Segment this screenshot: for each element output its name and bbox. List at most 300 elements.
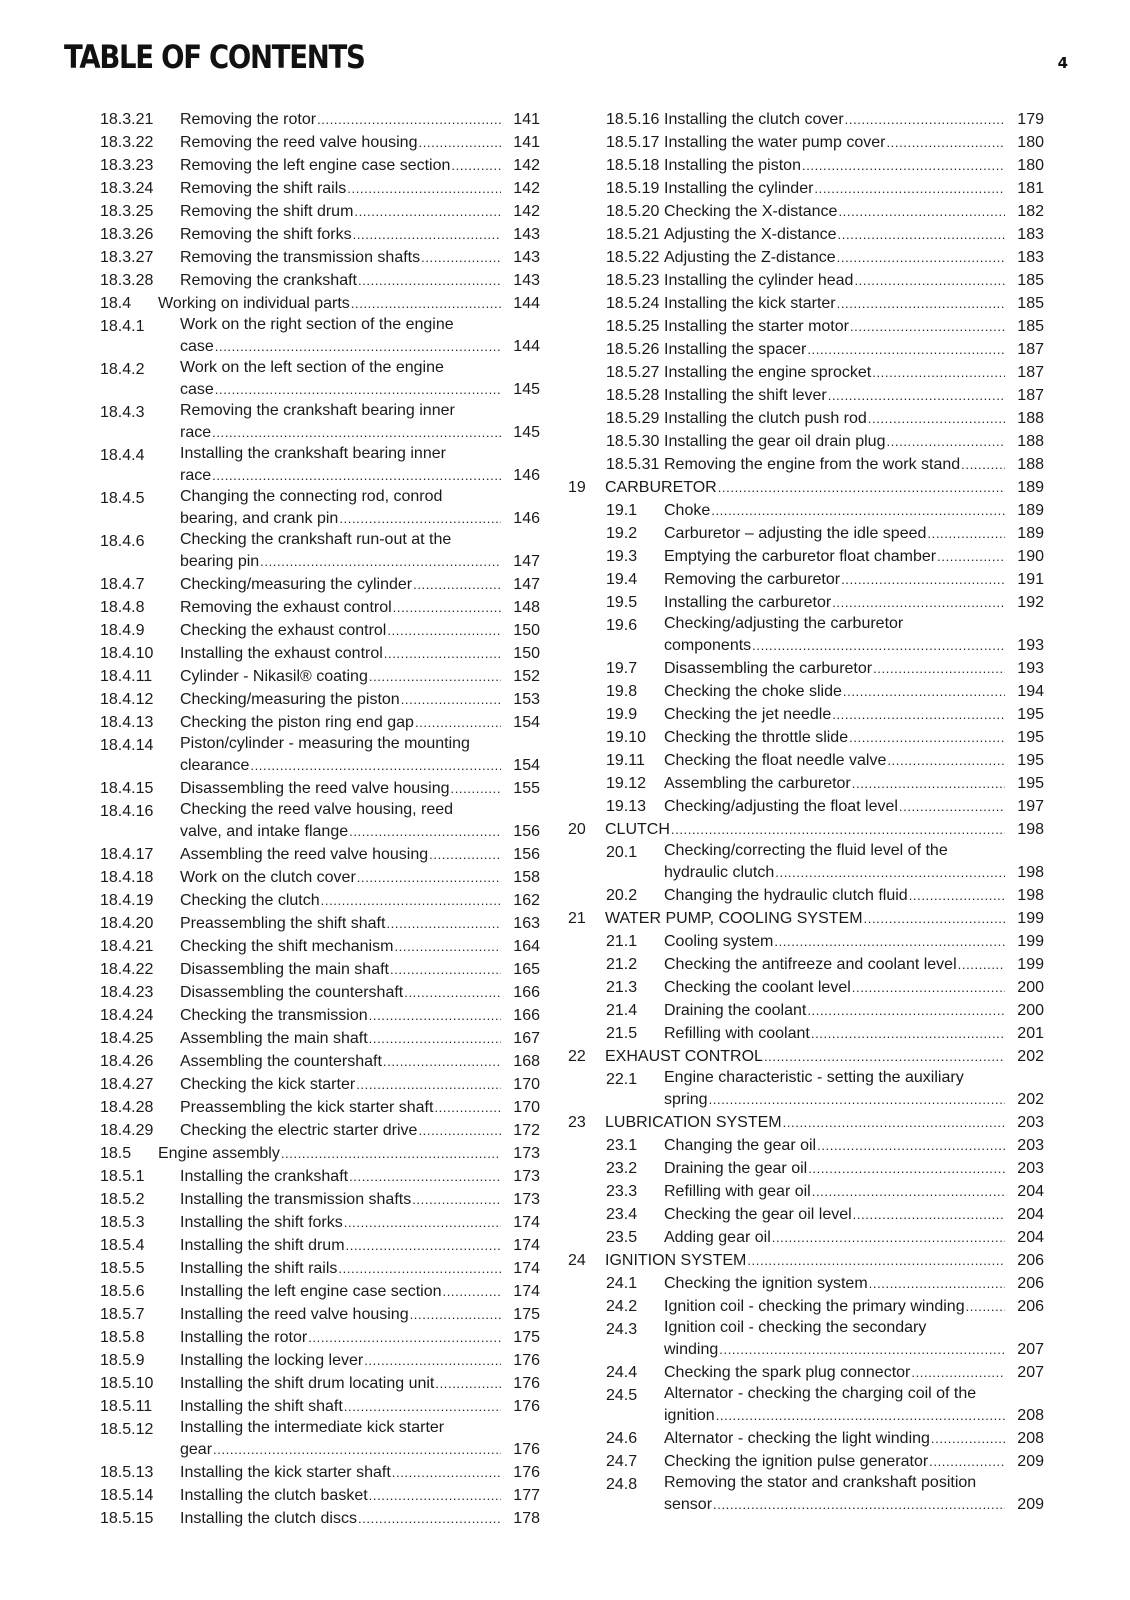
toc-entry-body: [180, 596, 540, 619]
toc-entry-body: [180, 1326, 540, 1349]
toc-entry-title: components: [664, 637, 752, 654]
toc-entry[interactable]: [100, 734, 540, 777]
toc-entry[interactable]: [100, 1188, 540, 1211]
toc-entry[interactable]: [568, 1180, 1044, 1203]
toc-entry-number: 20: [568, 821, 586, 838]
toc-column-left: [100, 108, 540, 1530]
toc-entry-body: [664, 1272, 1044, 1295]
toc-entry[interactable]: [568, 1249, 1044, 1272]
toc-entry-line: [605, 476, 1044, 499]
toc-entry-page: 170: [513, 1099, 540, 1116]
toc-entry-body: [180, 358, 540, 401]
toc-entry-line: [664, 545, 1044, 568]
dot-leader: [719, 1338, 1005, 1361]
toc-entry-number: 18.3.23: [100, 157, 154, 174]
toc-entry[interactable]: [100, 1507, 540, 1530]
toc-entry-page: 143: [513, 249, 540, 266]
dot-leader: [832, 591, 1005, 614]
toc-entry[interactable]: [568, 1226, 1044, 1249]
toc-entry-number: 20.1: [606, 844, 638, 861]
dot-leader: [711, 499, 1005, 522]
toc-entry[interactable]: [568, 1022, 1044, 1045]
toc-entry[interactable]: [100, 619, 540, 642]
toc-entry-line: [664, 976, 1044, 999]
toc-entry-title: Checking the shift mechanism: [180, 938, 394, 955]
toc-entry[interactable]: [568, 1361, 1044, 1384]
toc-entry-title: race: [180, 467, 212, 484]
toc-entry[interactable]: [568, 1473, 1044, 1516]
toc-entry-title: Installing the shift rails: [180, 1260, 338, 1277]
dot-leader: [353, 223, 501, 246]
toc-entry[interactable]: [100, 1418, 540, 1461]
toc-entry[interactable]: [568, 703, 1044, 726]
toc-entry[interactable]: [100, 1484, 540, 1507]
toc-entry-line: [180, 596, 540, 619]
toc-entry-number: 18.5: [100, 1145, 132, 1162]
toc-entry[interactable]: [568, 657, 1044, 680]
toc-entry[interactable]: [100, 1142, 540, 1165]
toc-entry[interactable]: [568, 884, 1044, 907]
toc-entry-line: [664, 1295, 1044, 1318]
toc-entry[interactable]: [568, 292, 1044, 315]
toc-entry-body: [180, 1119, 540, 1142]
toc-entry-title: Adjusting the X-distance: [664, 226, 837, 243]
dot-leader: [872, 361, 1005, 384]
toc-entry-page: 180: [1017, 157, 1044, 174]
toc-entry-line: [664, 177, 1044, 200]
toc-entry[interactable]: [100, 800, 540, 843]
toc-entry[interactable]: [100, 777, 540, 800]
toc-entry-title: Installing the left engine case section: [180, 1283, 442, 1300]
toc-entry-line: [664, 568, 1044, 591]
toc-entry[interactable]: [100, 596, 540, 619]
toc-entry[interactable]: [568, 1295, 1044, 1318]
toc-entry[interactable]: [568, 1157, 1044, 1180]
toc-entry[interactable]: [100, 573, 540, 596]
toc-entry[interactable]: [100, 315, 540, 358]
dot-leader: [346, 1234, 501, 1257]
toc-entry-body: [664, 1427, 1044, 1450]
toc-entry-page: 187: [1017, 387, 1044, 404]
toc-entry-page: 199: [1017, 910, 1044, 927]
dot-leader: [849, 726, 1005, 749]
toc-entry-title: Installing the cylinder head: [664, 272, 854, 289]
toc-entry[interactable]: [568, 154, 1044, 177]
toc-entry-number: 18.5.4: [100, 1237, 145, 1254]
toc-entry[interactable]: [100, 642, 540, 665]
toc-entry-number: 18.4.28: [100, 1099, 154, 1116]
toc-entry-page: 166: [513, 1007, 540, 1024]
toc-entry-line: [664, 1404, 1044, 1427]
toc-entry-body: [180, 1418, 540, 1461]
toc-entry[interactable]: [568, 1450, 1044, 1473]
toc-entry-title: Installing the shift drum locating unit: [180, 1375, 435, 1392]
toc-entry-body: [180, 1211, 540, 1234]
dot-leader: [415, 711, 501, 734]
toc-entry[interactable]: [100, 246, 540, 269]
toc-entry-page: 195: [1017, 706, 1044, 723]
toc-entry[interactable]: [568, 522, 1044, 545]
dot-leader: [451, 154, 501, 177]
toc-entry-title: case: [180, 381, 214, 398]
dot-leader: [358, 269, 501, 292]
dot-leader: [817, 1134, 1005, 1157]
toc-entry-line: [664, 634, 1044, 657]
toc-entry[interactable]: [100, 843, 540, 866]
toc-entry[interactable]: [100, 487, 540, 530]
toc-entry[interactable]: [568, 1203, 1044, 1226]
toc-entry[interactable]: [100, 1096, 540, 1119]
toc-entry-title: Installing the cylinder: [664, 180, 814, 197]
dot-leader: [886, 131, 1005, 154]
toc-entry[interactable]: [568, 338, 1044, 361]
dot-leader: [369, 1004, 501, 1027]
toc-entry-title: Working on individual parts: [158, 295, 350, 312]
toc-entry[interactable]: [100, 269, 540, 292]
toc-entry-title: Removing the shift forks: [180, 226, 352, 243]
toc-entry-line: [664, 1226, 1044, 1249]
toc-entry[interactable]: [100, 223, 540, 246]
toc-entry-page: 200: [1017, 1002, 1044, 1019]
toc-entry-title: Installing the carburetor: [664, 594, 832, 611]
toc-entry-title-line1: Removing the crankshaft bearing inner: [180, 402, 455, 419]
toc-entry-line: [664, 953, 1044, 976]
toc-entry[interactable]: [568, 453, 1044, 476]
toc-entry[interactable]: [100, 688, 540, 711]
toc-entry[interactable]: [568, 1134, 1044, 1157]
toc-entry-page: 150: [513, 622, 540, 639]
toc-entry-line: [664, 861, 1044, 884]
toc-entry-number: 18.4.17: [100, 846, 154, 863]
dot-leader: [899, 795, 1005, 818]
toc-entry[interactable]: [568, 223, 1044, 246]
toc-entry-page: 206: [1017, 1252, 1044, 1269]
toc-entry-page: 176: [513, 1464, 540, 1481]
toc-entry[interactable]: [568, 131, 1044, 154]
dot-leader: [966, 1295, 1005, 1318]
toc-entry-number: 18.4.24: [100, 1007, 154, 1024]
toc-entry[interactable]: [100, 177, 540, 200]
toc-entry-line: [664, 749, 1044, 772]
toc-entry-title: CLUTCH: [605, 821, 670, 838]
dot-leader: [215, 335, 501, 358]
toc-entry[interactable]: [100, 401, 540, 444]
toc-entry[interactable]: [568, 108, 1044, 131]
toc-entry-title: Changing the gear oil: [664, 1137, 817, 1154]
toc-entry-page: 170: [513, 1076, 540, 1093]
toc-entry[interactable]: [568, 499, 1044, 522]
toc-entry-number: 18.5.3: [100, 1214, 145, 1231]
toc-entry-page: 166: [513, 984, 540, 1001]
toc-entry[interactable]: [568, 953, 1044, 976]
toc-entry-number: 19.8: [606, 683, 638, 700]
toc-entry-line: [180, 131, 540, 154]
toc-entry-body: [664, 1226, 1044, 1249]
toc-entry[interactable]: [100, 889, 540, 912]
toc-entry-body: [180, 131, 540, 154]
toc-entry-number: 24.3: [606, 1321, 638, 1338]
dot-leader: [671, 818, 1005, 841]
toc-entry-line: [664, 522, 1044, 545]
toc-entry[interactable]: [100, 1257, 540, 1280]
toc-entry-title: Checking the piston ring end gap: [180, 714, 414, 731]
toc-entry[interactable]: [100, 1027, 540, 1050]
toc-entry-line: [180, 1257, 540, 1280]
toc-entry[interactable]: [568, 430, 1044, 453]
toc-entry-line: [180, 421, 540, 444]
toc-entry[interactable]: [568, 407, 1044, 430]
toc-entry-page: 198: [1017, 887, 1044, 904]
toc-entry[interactable]: [568, 1068, 1044, 1111]
toc-entry-number: 24.6: [606, 1430, 638, 1447]
page-title: TABLE OF CONTENTS: [64, 38, 365, 76]
toc-entry-body: [664, 1361, 1044, 1384]
toc-entry-number: 21.5: [606, 1025, 638, 1042]
dot-leader: [357, 866, 501, 889]
toc-entry-line: [664, 1493, 1044, 1516]
toc-entry[interactable]: [100, 154, 540, 177]
toc-entry-title: clearance: [180, 757, 250, 774]
toc-entry-page: 183: [1017, 226, 1044, 243]
toc-entry-body: [180, 1165, 540, 1188]
toc-entry-title: Preassembling the kick starter shaft: [180, 1099, 434, 1116]
toc-entry-body: [180, 912, 540, 935]
toc-entry[interactable]: [100, 1395, 540, 1418]
toc-entry-number: 18.5.24: [606, 295, 660, 312]
toc-entry[interactable]: [568, 930, 1044, 953]
toc-entry-title: Assembling the carburetor: [664, 775, 851, 792]
toc-entry[interactable]: [568, 177, 1044, 200]
toc-entry-body: [180, 1004, 540, 1027]
toc-entry-line: [180, 665, 540, 688]
toc-entry[interactable]: [568, 841, 1044, 884]
dot-leader: [853, 1203, 1005, 1226]
toc-entry[interactable]: [100, 1119, 540, 1142]
toc-entry-page: 175: [513, 1306, 540, 1323]
toc-entry[interactable]: [100, 530, 540, 573]
toc-entry-number: 18.5.31: [606, 456, 660, 473]
toc-entry-number: 18.5.30: [606, 433, 660, 450]
toc-entry-number: 19.6: [606, 617, 638, 634]
dot-leader: [383, 1050, 501, 1073]
toc-entry-title: Removing the shift drum: [180, 203, 354, 220]
toc-entry[interactable]: [568, 680, 1044, 703]
toc-entry-page: 162: [513, 892, 540, 909]
dot-leader: [852, 976, 1005, 999]
toc-entry-number: 18.4.1: [100, 318, 145, 335]
toc-entry[interactable]: [568, 545, 1044, 568]
toc-entry[interactable]: [100, 912, 540, 935]
toc-entry-title: Ignition coil - checking the primary winding: [664, 1298, 965, 1315]
toc-entry-line: [180, 619, 540, 642]
toc-entry-title: Installing the locking lever: [180, 1352, 364, 1369]
toc-entry[interactable]: [100, 292, 540, 315]
toc-entry[interactable]: [100, 1303, 540, 1326]
toc-entry-body: [180, 981, 540, 1004]
toc-entry[interactable]: [568, 361, 1044, 384]
toc-entry-title: Removing the crankshaft: [180, 272, 357, 289]
toc-entry-number: 19.7: [606, 660, 638, 677]
toc-entry[interactable]: [100, 1461, 540, 1484]
toc-entry-page: 206: [1017, 1275, 1044, 1292]
toc-entry-line: [180, 1349, 540, 1372]
toc-entry-page: 203: [1017, 1137, 1044, 1154]
dot-leader: [774, 930, 1005, 953]
dot-leader: [434, 1096, 501, 1119]
toc-entry[interactable]: [568, 749, 1044, 772]
toc-entry-line: [180, 269, 540, 292]
toc-entry-page: 142: [513, 203, 540, 220]
toc-entry-number: 18.5.8: [100, 1329, 145, 1346]
toc-entry[interactable]: [100, 1349, 540, 1372]
toc-entry-line: [664, 453, 1044, 476]
toc-entry[interactable]: [568, 772, 1044, 795]
toc-entry[interactable]: [100, 1280, 540, 1303]
toc-entry-page: 185: [1017, 318, 1044, 335]
toc-entry[interactable]: [568, 269, 1044, 292]
toc-entry[interactable]: [100, 1165, 540, 1188]
toc-entry[interactable]: [568, 1111, 1044, 1134]
toc-entry[interactable]: [100, 981, 540, 1004]
toc-entry-page: 163: [513, 915, 540, 932]
toc-entry[interactable]: [100, 200, 540, 223]
toc-entry[interactable]: [568, 246, 1044, 269]
dot-leader: [413, 573, 501, 596]
toc-entry-body: [664, 1180, 1044, 1203]
toc-entry[interactable]: [568, 591, 1044, 614]
toc-entry[interactable]: [568, 999, 1044, 1022]
toc-entry-title: Checking/adjusting the float level: [664, 798, 898, 815]
dot-leader: [869, 1272, 1005, 1295]
toc-entry[interactable]: [100, 1326, 540, 1349]
toc-entry-body: [180, 154, 540, 177]
toc-entry-title: Carburetor – adjusting the idle speed: [664, 525, 927, 542]
dot-leader: [838, 223, 1005, 246]
toc-entry[interactable]: [568, 614, 1044, 657]
dot-leader: [937, 545, 1005, 568]
toc-entry-number: 18.4.9: [100, 622, 145, 639]
toc-entry-page: 144: [513, 338, 540, 355]
toc-entry[interactable]: [568, 1427, 1044, 1450]
toc-entry-line: [664, 726, 1044, 749]
toc-entry-line: [180, 843, 540, 866]
toc-entry-line: [605, 1045, 1044, 1068]
toc-entry[interactable]: [568, 818, 1044, 841]
toc-entry[interactable]: [568, 476, 1044, 499]
toc-entry-line: [664, 1157, 1044, 1180]
toc-entry-body: [180, 800, 540, 843]
toc-entry-number: 18.4.6: [100, 533, 145, 550]
toc-entry-number: 18.4.27: [100, 1076, 154, 1093]
toc-entry[interactable]: [568, 726, 1044, 749]
toc-entry-line: [180, 1395, 540, 1418]
toc-entry-line: [605, 1111, 1044, 1134]
toc-entry[interactable]: [100, 958, 540, 981]
toc-entry-body: [664, 545, 1044, 568]
toc-entry-title: Disassembling the countershaft: [180, 984, 404, 1001]
dot-leader: [931, 1427, 1005, 1450]
toc-entry-title: WATER PUMP, COOLING SYSTEM: [605, 910, 863, 927]
toc-entry-title: Assembling the main shaft: [180, 1030, 368, 1047]
toc-entry-line: [180, 550, 540, 573]
toc-entry-line: [180, 981, 540, 1004]
toc-entry-line: [664, 999, 1044, 1022]
toc-entry[interactable]: [100, 711, 540, 734]
toc-entry-page: 147: [513, 576, 540, 593]
toc-entry-number: 18.5.9: [100, 1352, 145, 1369]
toc-entry[interactable]: [100, 935, 540, 958]
toc-entry[interactable]: [568, 1318, 1044, 1361]
toc-entry-number: 19.3: [606, 548, 638, 565]
toc-entry-title-line1: Alternator - checking the charging coil of the: [664, 1385, 977, 1402]
toc-entry[interactable]: [568, 907, 1044, 930]
toc-entry[interactable]: [100, 1004, 540, 1027]
toc-entry-line: [605, 818, 1044, 841]
toc-entry[interactable]: [100, 1234, 540, 1257]
dot-leader: [929, 1450, 1005, 1473]
toc-entry-title: ignition: [664, 1407, 715, 1424]
dot-leader: [709, 1088, 1005, 1111]
toc-entry[interactable]: [100, 665, 540, 688]
toc-entry[interactable]: [100, 131, 540, 154]
toc-entry-number: 18.5.5: [100, 1260, 145, 1277]
toc-entry[interactable]: [568, 384, 1044, 407]
toc-entry[interactable]: [100, 1211, 540, 1234]
toc-entry-body: [664, 930, 1044, 953]
toc-entry-title: spring: [664, 1091, 708, 1108]
toc-entry-title-line1: Ignition coil - checking the secondary: [664, 1319, 927, 1336]
toc-entry[interactable]: [100, 358, 540, 401]
toc-entry-number: 18.5.16: [606, 111, 660, 128]
toc-entry[interactable]: [100, 108, 540, 131]
toc-entry[interactable]: [568, 1384, 1044, 1427]
toc-entry[interactable]: [100, 866, 540, 889]
toc-entry-number: 18.5.26: [606, 341, 660, 358]
dot-leader: [356, 1073, 501, 1096]
toc-entry-page: 168: [513, 1053, 540, 1070]
toc-entry[interactable]: [100, 1372, 540, 1395]
toc-entry[interactable]: [568, 1272, 1044, 1295]
toc-entry-title: Refilling with gear oil: [664, 1183, 811, 1200]
toc-entry[interactable]: [100, 1073, 540, 1096]
toc-entry-page: 195: [1017, 775, 1044, 792]
toc-entry-page: 203: [1017, 1114, 1044, 1131]
dot-leader: [412, 1188, 501, 1211]
toc-entry[interactable]: [568, 568, 1044, 591]
toc-entry[interactable]: [100, 444, 540, 487]
toc-entry-title: Checking the ignition pulse generator: [664, 1453, 929, 1470]
toc-entry-line: [180, 1326, 540, 1349]
toc-entry[interactable]: [568, 795, 1044, 818]
toc-entry-number: 18.3.21: [100, 111, 154, 128]
toc-entry-body: [180, 573, 540, 596]
toc-entry-line: [664, 246, 1044, 269]
toc-entry[interactable]: [568, 976, 1044, 999]
toc-entry-line: [664, 1022, 1044, 1045]
toc-entry[interactable]: [568, 200, 1044, 223]
toc-entry-title-line1: Checking the reed valve housing, reed: [180, 801, 454, 818]
toc-entry-body: [180, 734, 540, 777]
toc-entry-number: 18.3.22: [100, 134, 154, 151]
toc-entry[interactable]: [568, 315, 1044, 338]
dot-leader: [349, 820, 501, 843]
toc-entry[interactable]: [100, 1050, 540, 1073]
toc-entry-number: 21.1: [606, 933, 638, 950]
dot-leader: [868, 407, 1005, 430]
toc-entry[interactable]: [568, 1045, 1044, 1068]
dot-leader: [450, 777, 501, 800]
toc-entry-number: 21.2: [606, 956, 638, 973]
